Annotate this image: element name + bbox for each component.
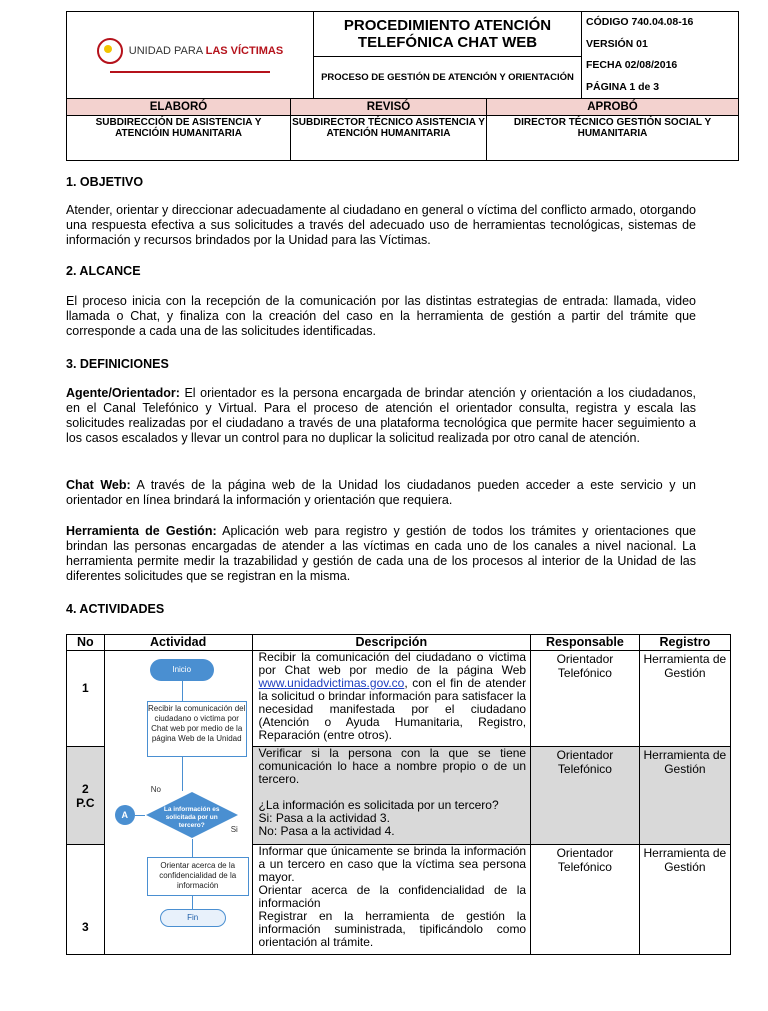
activity-2-responsable: Orientador Telefónico	[531, 747, 640, 845]
coat-of-arms-icon	[97, 38, 123, 64]
elaboro-value: SUBDIRECCIÓN DE ASISTENCIA Y ATENCIÓIN HUMANITARIA	[67, 116, 291, 161]
aprobo-label: APROBÓ	[487, 99, 739, 116]
col-descripcion: Descripción	[252, 635, 531, 651]
activity-2-no: 2 P.C	[67, 747, 105, 845]
activity-3-description: Informar que únicamente se brinda la información a un tercero en caso que la víctima sea persona mayor. Orientar acerca de la confidencialidad de la información Registrar en la herramienta de gestión la información suministrada, tipificándolo como orientación al trámite.	[252, 845, 531, 955]
document-title: PROCEDIMIENTO ATENCIÓN TELEFÓNICA CHAT WEB	[314, 12, 582, 57]
flow-step3: Orientar acerca de la confidencialidad de la información	[147, 857, 249, 896]
col-no: No	[67, 635, 105, 651]
activity-2-registro: Herramienta de Gestión	[639, 747, 730, 845]
activity-1-description: Recibir la comunicación del ciudadano o victima por Chat web por medio de la página Web www.unidadvictimas.gov.co, con el fin de atender la solicitud o brindar información para satisfacer la necesidad manifestada por el ciudadano (Atención o Ayuda Humanitaria, Registro, Reparación (entre otros).	[252, 651, 531, 747]
doc-page: PÁGINA 1 de 3	[586, 80, 660, 93]
elaboro-label: ELABORÓ	[67, 99, 291, 116]
section-alcance-text: El proceso inicia con la recepción de la comunicación por las distintas estrategias de entrada: llamada, video llamada o Chat, y finaliza con la creación del caso en la herramienta de gestión a partir del trámite que corresponde a cada una de las solicitudes identificadas.	[66, 294, 696, 338]
definition-herramienta: Herramienta de Gestión: Aplicación web para registro y gestión de todos los trámites y orientaciones que brindan las personas encargadas de atender a las víctimas en cada uno de los canales a nivel nacional. La herramienta permite medir la trazabilidad y gestión de cada una de los procesos al interior de la Unidad de las diferentes solicitudes que se registran en la misma.	[66, 524, 696, 583]
reviso-label: REVISÓ	[291, 99, 487, 116]
activity-2-description: Verificar si la persona con la que se tiene comunicación lo hace a nombre propio o de un tercero. ¿La información es solicitada por un tercero? Si: Pasa a la actividad 3. No: Pasa a la actividad 4.	[252, 747, 531, 845]
doc-date: FECHA 02/08/2016	[586, 59, 678, 71]
document-header	[66, 11, 739, 99]
flow-step1: Recibir la comunicación del ciudadano o victima por Chat web por medio de la página Web de la Unidad	[147, 701, 247, 757]
activity-1-registro: Herramienta de Gestión	[639, 651, 730, 747]
table-row: 3 Informar que únicamente se brinda la información a un tercero en caso que la víctima sea persona mayor. Orientar acerca de la confidencialidad de la información Registrar en la herramienta de gestión la información suministrada, tipificándolo como orientación al trámite. Orientador Telefónico Herramienta de Gestión	[67, 845, 731, 955]
doc-version: VERSIÓN 01	[586, 37, 648, 50]
flow-end: Fin	[160, 909, 226, 927]
unidad-victimas-link[interactable]: www.unidadvictimas.gov.co	[258, 676, 405, 690]
activity-1-responsable: Orientador Telefónico	[531, 651, 640, 747]
section-alcance-title: 2. ALCANCE	[66, 264, 141, 278]
section-objetivo-title: 1. OBJETIVO	[66, 175, 144, 189]
section-objetivo-text: Atender, orientar y direccionar adecuadamente al ciudadano en general o víctima del conflicto armado, otorgando una respuesta efectiva a sus solicitudes a través del adecuado uso de herramientas tecnológicas, sistemas de información y recursos brindados por la Unidad para las Víctimas.	[66, 203, 696, 247]
doc-code: CÓDIGO 740.04.08-16	[586, 16, 694, 28]
section-actividades-title: 4. ACTIVIDADES	[66, 602, 165, 616]
flow-no-label: No	[150, 785, 161, 794]
flowchart	[104, 651, 252, 955]
activities-table	[66, 634, 731, 955]
definition-chat-web: Chat Web: A través de la página web de la Unidad los ciudadanos pueden acceder a este servicio y un orientador en línea brindará la información y orientación que requiera.	[66, 478, 697, 507]
col-registro: Registro	[639, 635, 730, 651]
flow-connector-a: A	[115, 805, 135, 825]
definition-agente: Agente/Orientador: El orientador es la persona encargada de brindar atención y orientación a los ciudadanos, en el Canal Telefónico y Virtual. Para el proceso de atención el orientador consulta, registra y escala las solicitudes realizadas por el ciudadano a través de una plataforma tecnológica que permite hacer seguimiento a los casos escalados y llevar un control para no duplicar la solicitud realizada por otro canal de atención.	[66, 386, 696, 445]
flow-start: Inicio	[150, 659, 214, 681]
process-name: PROCESO DE GESTIÓN DE ATENCIÓN Y ORIENTACIÓN	[314, 57, 582, 99]
table-row: 1 Inicio Recibir la comunicación del ciudadano o victima por Chat web por medio de la página Web de la Unidad No La información es solicitada por un tercero? A Si Orientar acerca de la confidencialidad de la información Fin Recibir la comunicación del ciudadano o victima por Chat web por medio de la página Web www.unidadvictimas.gov.co, con el fin de atender la solicitud o brindar información para satisfacer la necesidad manifestada por el ciudadano (Atención o Ayuda Humanitaria, Registro, Reparación (entre otros). Orientador Telefónico Herramienta de Gestión	[67, 651, 731, 747]
flow-decision-label: La información es solicitada por un tercero?	[163, 806, 220, 829]
document-meta	[582, 12, 739, 99]
flow-yes-label: Si	[230, 825, 238, 834]
logo-cell	[67, 12, 314, 99]
aprobo-value: DIRECTOR TÉCNICO GESTIÓN SOCIAL Y HUMANITARIA	[487, 116, 739, 161]
activity-3-registro: Herramienta de Gestión	[639, 845, 730, 955]
section-definiciones-title: 3. DEFINICIONES	[66, 357, 169, 371]
unidad-victimas-logo: UNIDAD PARA LAS VÍCTIMAS	[97, 38, 283, 64]
col-actividad: Actividad	[104, 635, 252, 651]
reviso-value: SUBDIRECTOR TÉCNICO ASISTENCIA Y ATENCIÓN HUMANITARIA	[291, 116, 487, 161]
signature-table	[66, 98, 739, 161]
col-responsable: Responsable	[531, 635, 640, 651]
activity-3-responsable: Orientador Telefónico	[531, 845, 640, 955]
